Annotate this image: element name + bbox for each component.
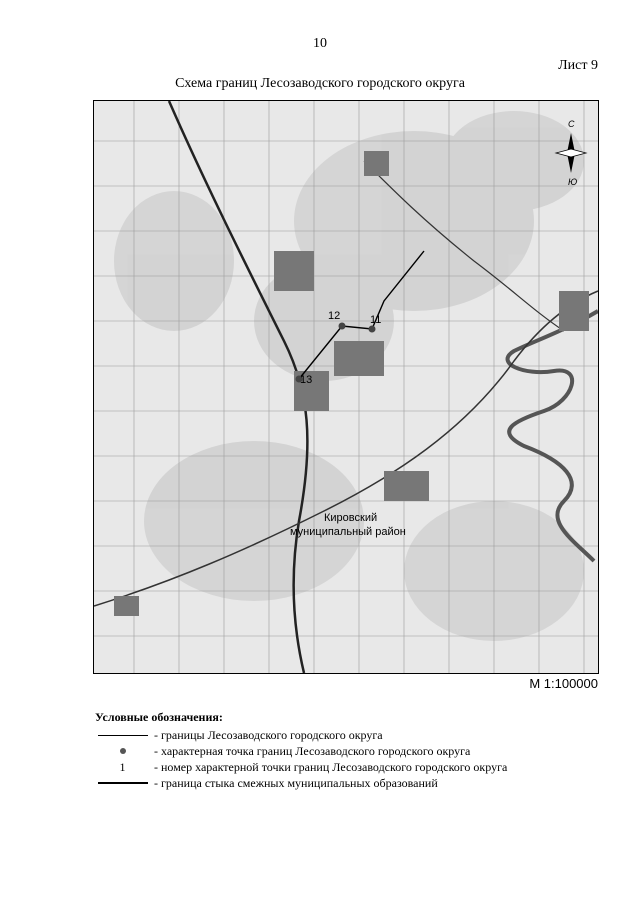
- legend-text: - номер характерной точки границ Лесозаводского городского округа: [154, 759, 508, 774]
- legend-text: - граница стыка смежных муниципальных образований: [154, 775, 438, 790]
- legend-title: Условные обозначения:: [95, 710, 223, 724]
- boundary-point-12[interactable]: [339, 323, 346, 330]
- document-title: Схема границ Лесозаводского городского округа: [175, 76, 465, 91]
- point-label-11: 11: [370, 314, 382, 326]
- point-number-symbol: 1: [119, 759, 126, 774]
- compass-north-label: С: [568, 119, 575, 129]
- boundary-line-symbol: [98, 735, 148, 736]
- sheet-label: Лист 9: [558, 58, 598, 73]
- legend-item-point: [95, 743, 575, 759]
- legend-text: - характерная точка границ Лесозаводского городского округа: [154, 743, 471, 758]
- point-dot-symbol: [120, 748, 126, 754]
- legend-item-boundary: [95, 727, 575, 743]
- page-number: 10: [313, 36, 327, 51]
- legend-item-junction: [95, 775, 575, 791]
- topographic-map[interactable]: [93, 100, 599, 674]
- boundary-point-11[interactable]: [369, 326, 376, 333]
- map-scale: М 1:100000: [529, 676, 598, 691]
- point-label-12: 12: [328, 310, 341, 322]
- legend-text: - границы Лесозаводского городского округа: [154, 727, 383, 742]
- district-label-line1: Кировский: [324, 512, 378, 524]
- junction-line-symbol: [98, 782, 148, 784]
- map-canvas: [94, 101, 598, 673]
- legend-item-point-number: [95, 759, 575, 775]
- compass-south-label: Ю: [568, 177, 578, 187]
- district-label-line2: муниципальный район: [290, 526, 406, 538]
- point-label-13: 13: [300, 374, 313, 386]
- legend: [95, 710, 575, 791]
